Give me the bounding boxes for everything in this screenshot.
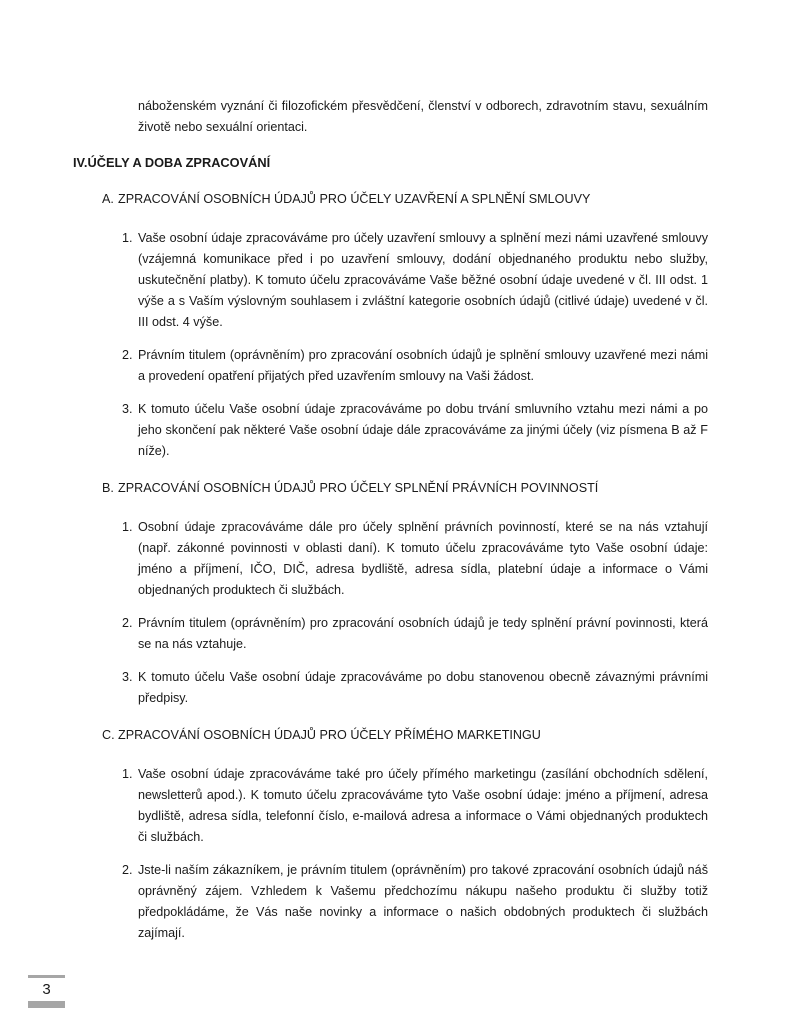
list-item: [0, 228, 801, 333]
item-number: 1.: [122, 231, 133, 245]
item-text: K tomuto účelu Vaše osobní údaje zpracováváme po dobu trvání smluvního vztahu mezi námi a po jeho skončení pak některé Vaše osobní údaje dále zpracováváme za jinými účely (viz písmena B až F níže).: [138, 402, 708, 458]
section-c-heading: [102, 725, 708, 746]
item-text: Vaše osobní údaje zpracováváme pro účely uzavření smlouvy a splnění mezi námi uzavřené smlouvy (vzájemná komunikace před i po uzavření smlouvy, dodání objednaného produktu nebo služby, uskutečnění platby). K tomuto účelu zpracováváme Vaše běžné osobní údaje uvedené v čl. III odst. 1 výše a s Vaším výslovným souhlasem i zvláštní kategorie osobních údajů (citlivé údaje) uvedené v čl. III odst. 4 výše.: [138, 231, 708, 329]
section-label: A.: [102, 192, 114, 206]
section-title: ZPRACOVÁNÍ OSOBNÍCH ÚDAJŮ PRO ÚČELY SPLNĚNÍ PRÁVNÍCH POVINNOSTÍ: [118, 481, 599, 495]
chapter-heading: IV.ÚČELY A DOBA ZPRACOVÁNÍ: [73, 155, 271, 170]
item-text: Vaše osobní údaje zpracováváme také pro účely přímého marketingu (zasílání obchodních sdělení, newsletterů apod.). K tomuto účelu zpracováváme tyto Vaše osobní údaje: jméno a příjmení, adresa bydliště, adresa sídla, telefonní číslo, e-mailová adresa a informace o Vámi objednaných produktech či službách.: [138, 767, 708, 844]
section-label: C.: [102, 728, 115, 742]
section-b-heading: [102, 478, 708, 499]
item-number: 1.: [122, 520, 133, 534]
page-number: 3: [42, 981, 51, 998]
section-title: ZPRACOVÁNÍ OSOBNÍCH ÚDAJŮ PRO ÚČELY UZAVŘENÍ A SPLNĚNÍ SMLOUVY: [118, 192, 591, 206]
item-number: 2.: [122, 616, 133, 630]
list-item: [0, 345, 801, 387]
list-item: [0, 667, 801, 709]
item-number: 2.: [122, 348, 133, 362]
section-b: [0, 478, 801, 709]
section-label: B.: [102, 481, 114, 495]
item-number: 3.: [122, 402, 133, 416]
item-number: 2.: [122, 863, 133, 877]
list-item: [0, 399, 801, 462]
intro-paragraph: náboženském vyznání či filozofickém přesvědčení, členství v odborech, zdravotním stavu, sexuálním životě nebo sexuální orientaci.: [138, 99, 708, 134]
item-number: 3.: [122, 670, 133, 684]
list-item: [0, 860, 801, 944]
item-text: Právním titulem (oprávněním) pro zpracování osobních údajů je splnění smlouvy uzavřené mezi námi a provedení opatření přijatých před uzavřením smlouvy na Vaši žádost.: [138, 348, 708, 383]
section-a-heading: [102, 189, 708, 210]
item-text: Právním titulem (oprávněním) pro zpracování osobních údajů je tedy splnění právní povinnosti, která se na nás vztahuje.: [138, 616, 708, 651]
item-text: Jste-li naším zákazníkem, je právním titulem (oprávněním) pro takové zpracování osobních údajů náš oprávněný zájem. Vzhledem k Vašemu předchozímu nákupu našeho produktu či služby totiž předpokládáme, že Vás naše novinky a informace o našich obdobných produktech či službách zajímají.: [138, 863, 708, 940]
section-a: [0, 189, 801, 462]
item-text: K tomuto účelu Vaše osobní údaje zpracováváme po dobu stanovenou obecně závaznými právními předpisy.: [138, 670, 708, 705]
footer-rule-bottom: [28, 1001, 65, 1008]
item-number: 1.: [122, 767, 133, 781]
list-item: [0, 764, 801, 848]
section-title: ZPRACOVÁNÍ OSOBNÍCH ÚDAJŮ PRO ÚČELY PŘÍMÉHO MARKETINGU: [118, 728, 541, 742]
section-c: [0, 725, 801, 944]
page-footer: [28, 975, 65, 1008]
list-item: [0, 517, 801, 601]
item-text: Osobní údaje zpracováváme dále pro účely splnění právních povinností, které se na nás vztahují (např. zákonné povinnosti v oblasti daní). K tomuto účelu zpracováváme tyto Vaše osobní údaje: jméno a příjmení, IČO, DIČ, adresa bydliště, adresa sídla, platební údaje a informace o Vámi objednaných produktech či službách.: [138, 520, 708, 597]
list-item: [0, 613, 801, 655]
